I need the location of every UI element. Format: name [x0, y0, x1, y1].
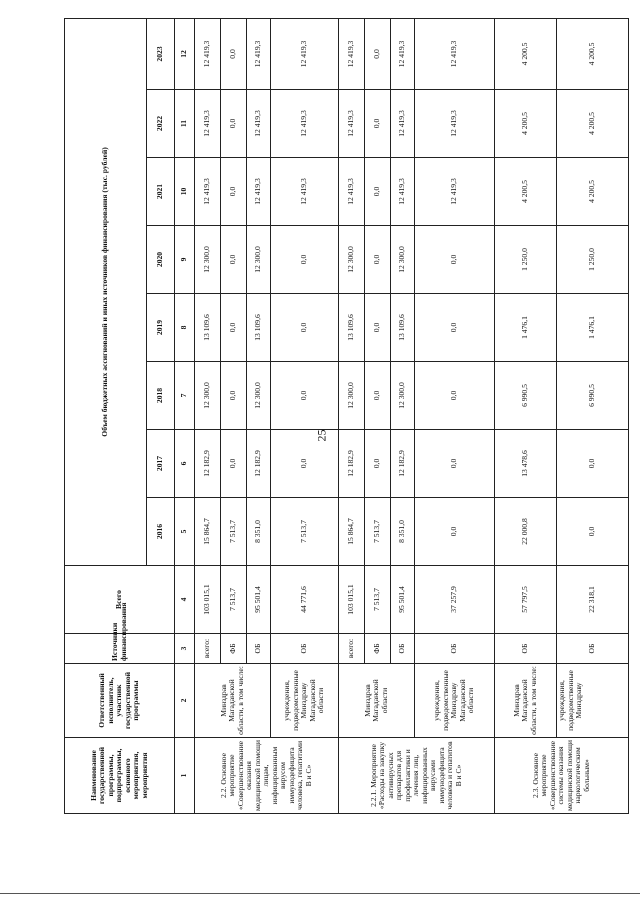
year-value: 0,0 [365, 430, 391, 498]
year-value: 7 513,7 [221, 498, 247, 566]
year-value: 0,0 [415, 498, 495, 566]
year-value: 1 476,1 [495, 294, 557, 362]
year-value: 12 182,9 [247, 430, 271, 498]
year-value: 4 200,5 [557, 18, 629, 89]
column-number: 8 [175, 294, 195, 362]
year-value: 15 864,7 [195, 498, 221, 566]
year-value: 12 419,3 [271, 18, 339, 89]
year-value: 12 419,3 [195, 90, 221, 158]
year-value: 13 109,6 [339, 294, 365, 362]
year-value: 0,0 [221, 430, 247, 498]
year-value: 12 300,0 [195, 226, 221, 294]
year-value: 12 300,0 [339, 362, 365, 430]
year-value: 12 419,3 [271, 90, 339, 158]
header-year: 2018 [147, 362, 175, 430]
year-value: 12 419,3 [391, 18, 415, 89]
column-number: 5 [175, 498, 195, 566]
year-value: 12 419,3 [271, 158, 339, 226]
year-value: 6 990,5 [557, 362, 629, 430]
year-value: 0,0 [221, 294, 247, 362]
source-cell: ОБ [247, 634, 271, 664]
year-value: 0,0 [271, 294, 339, 362]
executor-cell: Минздрав Магаданской области [339, 664, 415, 738]
event-name: 2.3. Основное мероприятие «Совершенствование системы оказания медицинской помощи наркологическим больным» [495, 738, 629, 814]
year-value: 0,0 [365, 226, 391, 294]
year-value: 0,0 [365, 90, 391, 158]
executor-cell: учреждения, подведомственные Минздраву Магаданской области [271, 664, 339, 738]
header-source: Источники финансирования [65, 634, 175, 664]
year-value: 0,0 [415, 362, 495, 430]
column-number: 1 [175, 738, 195, 814]
source-cell: ОБ [271, 634, 339, 664]
column-number: 6 [175, 430, 195, 498]
executor-cell: Минздрав Магаданской области, в том числе: [495, 664, 557, 738]
year-value: 4 200,5 [557, 158, 629, 226]
year-value: 13 109,6 [247, 294, 271, 362]
total-cell: 95 501,4 [247, 566, 271, 634]
year-value: 6 990,5 [495, 362, 557, 430]
total-cell: 57 797,5 [495, 566, 557, 634]
year-value: 8 351,0 [391, 498, 415, 566]
source-cell: всего: [339, 634, 365, 664]
executor-cell: Минздрав Магаданской области, в том числе: [195, 664, 271, 738]
year-value: 1 250,0 [557, 226, 629, 294]
year-value: 0,0 [557, 498, 629, 566]
year-value: 0,0 [365, 362, 391, 430]
header-year: 2019 [147, 294, 175, 362]
header-year: 2020 [147, 226, 175, 294]
year-value: 4 200,5 [495, 18, 557, 89]
column-number: 9 [175, 226, 195, 294]
year-value: 1 476,1 [557, 294, 629, 362]
year-value: 0,0 [221, 90, 247, 158]
year-value: 12 419,3 [195, 158, 221, 226]
year-value: 7 513,7 [365, 498, 391, 566]
year-value: 0,0 [271, 226, 339, 294]
source-cell: ФБ [221, 634, 247, 664]
year-value: 0,0 [221, 18, 247, 89]
year-value: 12 182,9 [391, 430, 415, 498]
year-value: 12 182,9 [339, 430, 365, 498]
header-year: 2017 [147, 430, 175, 498]
table-row [271, 18, 339, 813]
year-value: 12 419,3 [247, 90, 271, 158]
footer-rule [0, 893, 640, 894]
year-value: 12 182,9 [195, 430, 221, 498]
year-value: 4 200,5 [495, 90, 557, 158]
executor-cell: учреждения, подведомственные Минздраву Магаданской области [415, 664, 495, 738]
year-value: 13 109,6 [195, 294, 221, 362]
total-cell: 7 513,7 [221, 566, 247, 634]
event-name: 2.2. Основное мероприятие «Совершенствование оказания медицинской помощи лицам, инфицированным вирусом иммунодефицита человека, гепатитами В и С» [195, 738, 339, 814]
table-row [495, 18, 557, 813]
source-cell: ОБ [557, 634, 629, 664]
page-number: 25 [314, 429, 329, 442]
column-number: 7 [175, 362, 195, 430]
year-value: 0,0 [365, 158, 391, 226]
column-number: 2 [175, 664, 195, 738]
year-value: 12 300,0 [195, 362, 221, 430]
year-value: 22 000,8 [495, 498, 557, 566]
year-value: 12 419,3 [247, 158, 271, 226]
year-value: 0,0 [557, 430, 629, 498]
year-value: 12 419,3 [415, 90, 495, 158]
header-total: Всего [65, 566, 175, 634]
year-value: 4 200,5 [557, 90, 629, 158]
executor-cell: учреждения, подведомственные Минздраву [557, 664, 629, 738]
header-year: 2023 [147, 18, 175, 89]
total-cell: 95 501,4 [391, 566, 415, 634]
rotated-table-wrapper [64, 19, 628, 814]
year-value: 12 300,0 [247, 226, 271, 294]
year-value: 0,0 [415, 294, 495, 362]
year-value: 0,0 [221, 226, 247, 294]
column-number: 3 [175, 634, 195, 664]
column-number: 4 [175, 566, 195, 634]
year-value: 4 200,5 [495, 158, 557, 226]
header-year: 2022 [147, 90, 175, 158]
header-name: Наименование государственной программы, подпрограммы, основного мероприятия, мероприятия [65, 738, 175, 814]
year-value: 0,0 [415, 430, 495, 498]
year-value: 12 419,3 [339, 18, 365, 89]
year-value: 12 419,3 [339, 90, 365, 158]
year-value: 1 250,0 [495, 226, 557, 294]
header-year: 2016 [147, 498, 175, 566]
year-value: 12 419,3 [415, 18, 495, 89]
year-value: 7 513,7 [271, 498, 339, 566]
year-value: 12 419,3 [339, 158, 365, 226]
year-value: 0,0 [365, 294, 391, 362]
total-cell: 103 015,1 [195, 566, 221, 634]
table-row [195, 18, 221, 813]
header-volume: Объем бюджетных ассигнований и иных источников финансирования (тыс. рублей) [65, 18, 147, 565]
year-value: 0,0 [271, 430, 339, 498]
year-value: 12 300,0 [339, 226, 365, 294]
year-value: 0,0 [271, 362, 339, 430]
column-number: 11 [175, 90, 195, 158]
source-cell: ОБ [495, 634, 557, 664]
year-value: 12 300,0 [391, 362, 415, 430]
year-value: 12 300,0 [247, 362, 271, 430]
year-value: 0,0 [365, 18, 391, 89]
total-cell: 44 771,6 [271, 566, 339, 634]
column-number: 12 [175, 18, 195, 89]
year-value: 12 419,3 [391, 158, 415, 226]
year-value: 12 419,3 [195, 18, 221, 89]
column-number: 10 [175, 158, 195, 226]
year-value: 0,0 [415, 226, 495, 294]
year-value: 0,0 [221, 362, 247, 430]
header-year: 2021 [147, 158, 175, 226]
year-value: 12 419,3 [247, 18, 271, 89]
source-cell: ФБ [365, 634, 391, 664]
total-cell: 22 318,1 [557, 566, 629, 634]
year-value: 15 864,7 [339, 498, 365, 566]
total-cell: 7 513,7 [365, 566, 391, 634]
table-row [415, 18, 495, 813]
source-cell: всего: [195, 634, 221, 664]
year-value: 13 478,6 [495, 430, 557, 498]
header-executor: Ответственный исполнитель, участник государственной программы [65, 664, 175, 738]
year-value: 8 351,0 [247, 498, 271, 566]
total-cell: 103 015,1 [339, 566, 365, 634]
year-value: 12 419,3 [415, 158, 495, 226]
year-value: 12 300,0 [391, 226, 415, 294]
table-row [339, 18, 365, 813]
budget-table [64, 18, 629, 814]
year-value: 13 109,6 [391, 294, 415, 362]
source-cell: ОБ [415, 634, 495, 664]
event-name: 2.2.1. Мероприятие «Расходы на закупку антивирусных препаратов для профилактики и лечения лиц, инфицированных вирусами иммунодефицита человека и гепатитов В и С» [339, 738, 495, 814]
year-value: 0,0 [221, 158, 247, 226]
source-cell: ОБ [391, 634, 415, 664]
total-cell: 37 257,9 [415, 566, 495, 634]
table-row [557, 18, 629, 813]
year-value: 12 419,3 [391, 90, 415, 158]
